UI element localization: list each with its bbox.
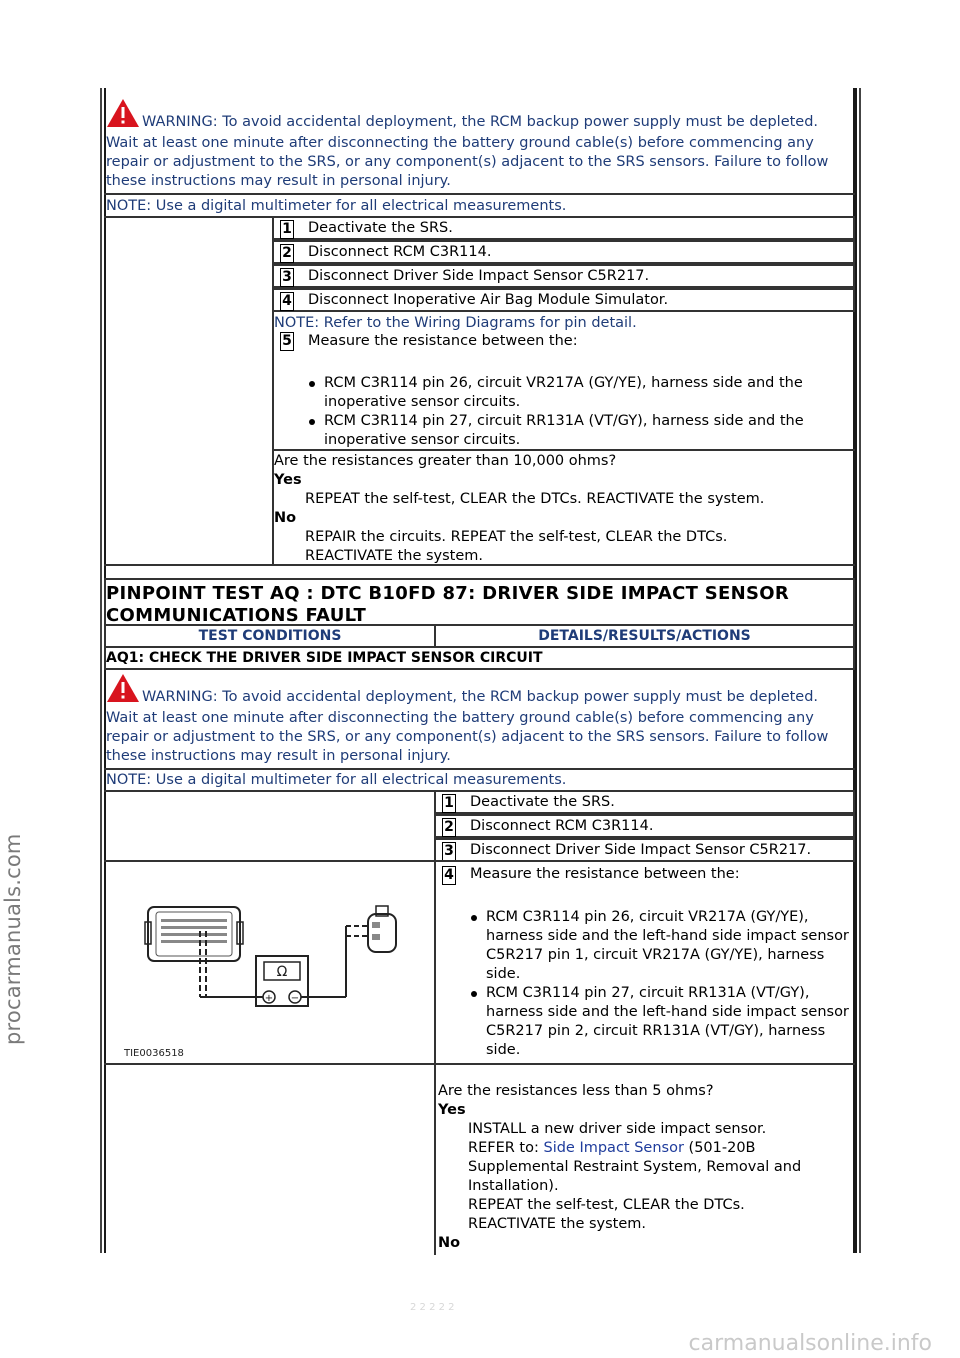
pinpoint-title-line2: COMMUNICATIONS FAULT bbox=[106, 605, 367, 626]
divider bbox=[104, 193, 855, 195]
step-number: 3 bbox=[442, 842, 456, 861]
step-text: Disconnect Driver Side Impact Sensor C5R217. bbox=[308, 268, 650, 284]
step-text: Disconnect Driver Side Impact Sensor C5R217. bbox=[470, 842, 812, 858]
warning-triangle-icon bbox=[106, 673, 140, 709]
step-number: 3 bbox=[280, 268, 294, 287]
top-warning bbox=[106, 98, 846, 191]
ohm-symbol: Ω bbox=[276, 964, 288, 980]
no-action: REPAIR the circuits. REPEAT the self-test, CLEAR the DTCs. bbox=[305, 529, 728, 545]
divider bbox=[104, 1063, 855, 1065]
step-5-bullets bbox=[306, 374, 850, 450]
step-row bbox=[436, 838, 855, 862]
bullet-item: RCM C3R114 pin 27, circuit RR131A (VT/GY), harness side and the left-hand side impact sensor C5R217 pin 2, circuit RR131A (VT/GY), harness side. bbox=[468, 984, 850, 1060]
step-number: 4 bbox=[280, 292, 294, 311]
no-action: REACTIVATE the system. bbox=[305, 548, 484, 564]
pinpoint-warning bbox=[106, 673, 846, 766]
side-watermark: procarmanuals.com bbox=[1, 833, 25, 1045]
question-text: Are the resistances less than 5 ohms? bbox=[438, 1083, 714, 1099]
wiring-note: NOTE: Refer to the Wiring Diagrams for pin detail. bbox=[274, 315, 637, 331]
details-results-header: DETAILS/RESULTS/ACTIONS bbox=[538, 628, 751, 644]
pinpoint-title-box bbox=[104, 578, 855, 626]
step-text: Disconnect Inoperative Air Bag Module Simulator. bbox=[308, 292, 669, 308]
refer-suffix: (501-20B Supplemental Restraint System, Removal and Installation). bbox=[468, 1140, 802, 1194]
connector-diagram bbox=[106, 864, 432, 1062]
no-label: No bbox=[274, 510, 297, 526]
warning-triangle-icon bbox=[106, 98, 140, 134]
page-number: 2 2 2 2 2 bbox=[410, 1302, 455, 1313]
step-row bbox=[274, 216, 855, 240]
step-text: Measure the resistance between the: bbox=[470, 866, 740, 882]
step-row bbox=[274, 240, 855, 264]
side-impact-sensor-link[interactable]: Side Impact Sensor bbox=[543, 1140, 684, 1156]
yes-action: REPEAT the self-test, CLEAR the DTCs. bbox=[468, 1197, 745, 1213]
step-number: 1 bbox=[442, 794, 456, 813]
column-header-right bbox=[434, 624, 855, 648]
yes-action: INSTALL a new driver side impact sensor. bbox=[468, 1121, 767, 1137]
subheading: AQ1: CHECK THE DRIVER SIDE IMPACT SENSOR CIRCUIT bbox=[106, 650, 543, 666]
resistance-measurement-diagram bbox=[106, 864, 432, 1062]
refer-line bbox=[438, 1139, 850, 1196]
result-block bbox=[274, 452, 849, 566]
step-text: Disconnect RCM C3R114. bbox=[308, 244, 492, 260]
step-5-block bbox=[274, 332, 855, 450]
step-number: 1 bbox=[280, 220, 294, 239]
figure-label: TIE0036518 bbox=[124, 1048, 184, 1059]
yes-label: Yes bbox=[274, 472, 302, 488]
pinpoint-result-block bbox=[438, 1082, 850, 1253]
step-4-bullets bbox=[468, 908, 850, 1060]
step-number: 2 bbox=[442, 818, 456, 837]
refer-prefix: REFER to: bbox=[468, 1140, 544, 1156]
step-row bbox=[274, 264, 855, 288]
question-text: Are the resistances greater than 10,000 ohms? bbox=[274, 453, 617, 469]
pinpoint-note: NOTE: Use a digital multimeter for all electrical measurements. bbox=[106, 772, 567, 788]
left-frame-line-inner bbox=[104, 88, 106, 1253]
step-text: Measure the resistance between the: bbox=[308, 333, 578, 349]
pinpoint-warning-text: WARNING: To avoid accidental deployment, the RCM backup power supply must be depleted. Wait at least one minute after disconnecting the battery ground cable(s) before commencing any repair or adjustment to the SRS, or any component(s) adjacent to the SRS sensors. Failure to follow these instructions may result in personal injury. bbox=[106, 689, 829, 764]
left-frame-line bbox=[100, 88, 102, 1253]
test-conditions-header: TEST CONDITIONS bbox=[198, 628, 342, 644]
svg-text:+: + bbox=[264, 993, 274, 1004]
yes-action: REPEAT the self-test, CLEAR the DTCs. REACTIVATE the system. bbox=[305, 491, 765, 507]
step-number: 4 bbox=[442, 866, 456, 885]
svg-text:−: − bbox=[290, 993, 300, 1004]
bottom-watermark: carmanualsonline.info bbox=[688, 1331, 932, 1356]
yes-label: Yes bbox=[438, 1102, 466, 1118]
step-text: Deactivate the SRS. bbox=[470, 794, 615, 810]
top-note: NOTE: Use a digital multimeter for all electrical measurements. bbox=[106, 198, 567, 214]
bullet-item: RCM C3R114 pin 26, circuit VR217A (GY/YE), harness side and the left-hand side impact sensor C5R217 pin 1, circuit VR217A (GY/YE), harness side. bbox=[468, 908, 850, 984]
yes-action: REACTIVATE the system. bbox=[468, 1216, 647, 1232]
right-frame-line-outer bbox=[859, 88, 861, 1253]
divider bbox=[104, 768, 855, 770]
bullet-item: RCM C3R114 pin 27, circuit RR131A (VT/GY), harness side and the inoperative sensor circuits. bbox=[306, 412, 850, 450]
step-number: 2 bbox=[280, 244, 294, 263]
no-label: No bbox=[438, 1235, 461, 1251]
top-warning-text: WARNING: To avoid accidental deployment, the RCM backup power supply must be depleted. Wait at least one minute after disconnecting the battery ground cable(s) before commencing any repair or adjustment to the SRS, or any component(s) adjacent to the SRS sensors. Failure to follow these instructions may result in personal injury. bbox=[106, 114, 829, 189]
subheading-box bbox=[104, 646, 855, 670]
step-text: Disconnect RCM C3R114. bbox=[470, 818, 654, 834]
bullet-item: RCM C3R114 pin 26, circuit VR217A (GY/YE), harness side and the inoperative sensor circuits. bbox=[306, 374, 850, 412]
step-4-block bbox=[436, 862, 855, 1062]
pinpoint-title-line1: PINPOINT TEST AQ : DTC B10FD 87: DRIVER SIDE IMPACT SENSOR bbox=[106, 583, 789, 604]
step-number: 5 bbox=[280, 332, 294, 351]
step-text: Deactivate the SRS. bbox=[308, 220, 453, 236]
step-row bbox=[436, 790, 855, 814]
step-row bbox=[274, 288, 855, 312]
column-header-left bbox=[104, 624, 436, 648]
divider bbox=[272, 449, 855, 451]
step-row bbox=[436, 814, 855, 838]
